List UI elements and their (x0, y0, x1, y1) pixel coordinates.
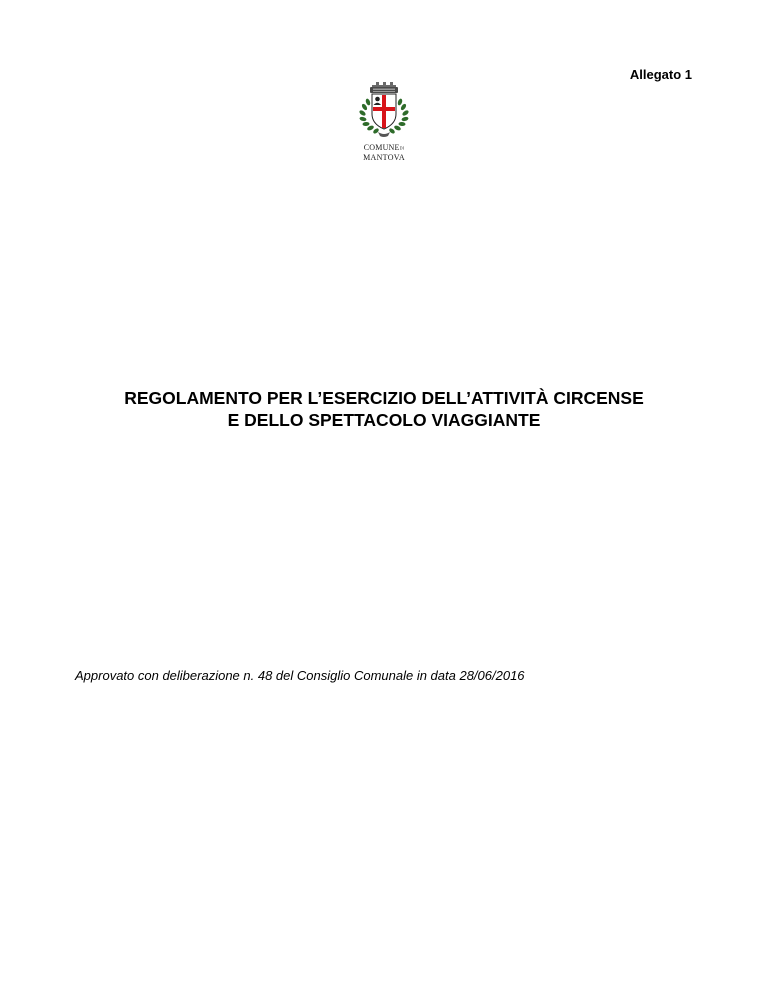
document-title (40, 387, 728, 431)
logo-wordmark (347, 143, 421, 162)
logo-line2: MANTOVA (363, 152, 405, 162)
approval-note: Approvato con deliberazione n. 48 del Consiglio Comunale in data 28/06/2016 (75, 668, 525, 683)
ribbon-icon (378, 132, 390, 137)
coat-of-arms-icon (348, 80, 420, 144)
logo-line1-small: DI (399, 145, 405, 151)
title-line-1: REGOLAMENTO PER L’ESERCIZIO DELL’ATTIVITÀ CIRCENSE (124, 388, 644, 408)
title-line-2: E DELLO SPETTACOLO VIAGGIANTE (227, 410, 541, 430)
logo-line1-main: COMUNE (363, 143, 400, 152)
logo-line1 (347, 143, 421, 153)
annex-label: Allegato 1 (629, 67, 692, 82)
shield-icon (372, 94, 396, 129)
crown-icon (370, 82, 398, 93)
